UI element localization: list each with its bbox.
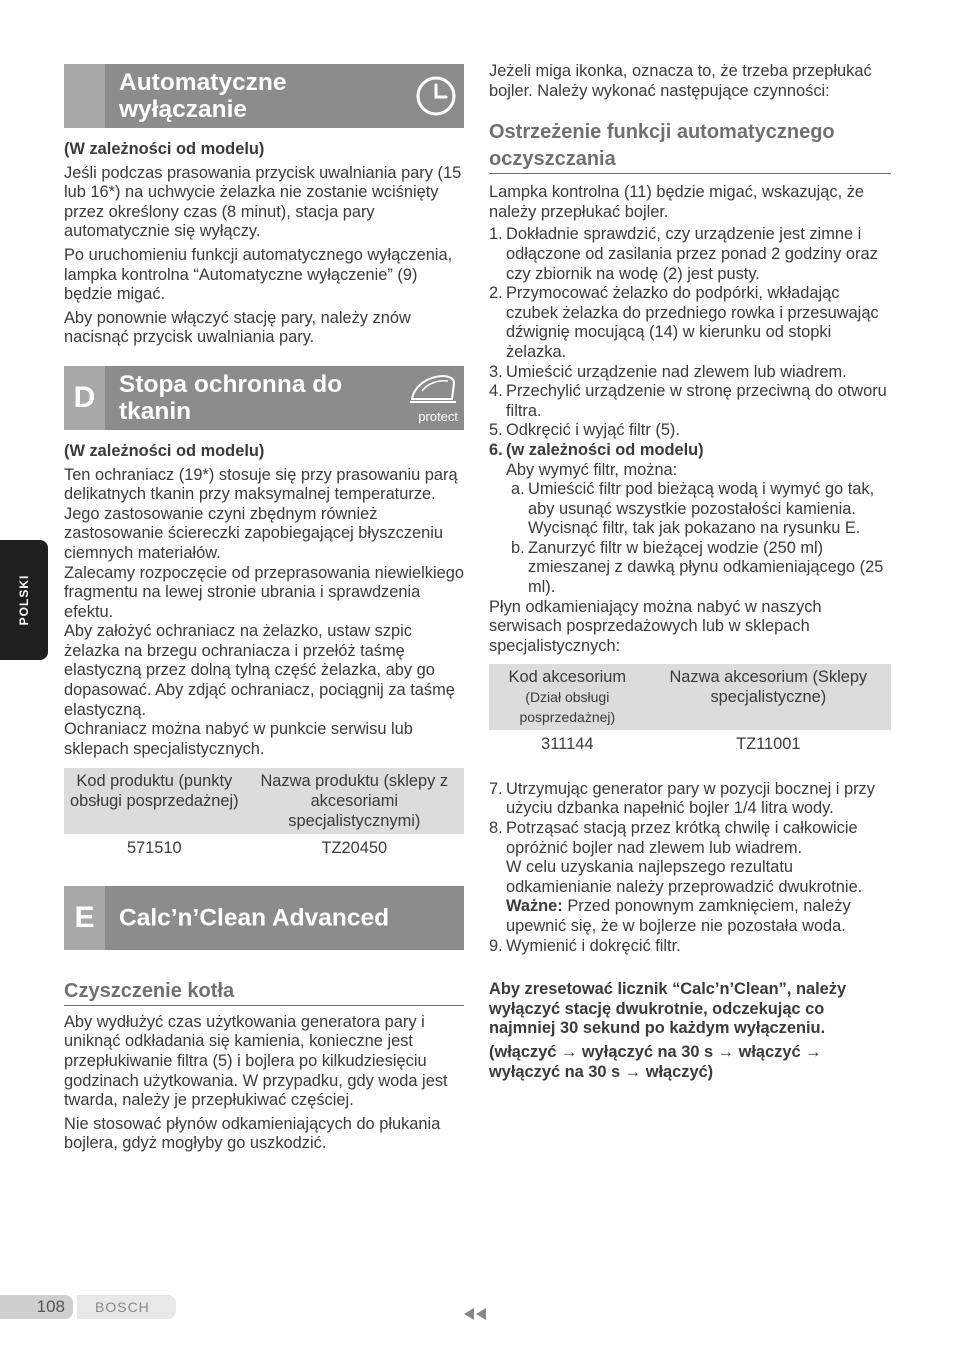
product-table-val2: TZ20450 [321, 839, 388, 858]
footer [0, 1295, 176, 1319]
step-2: 2. Przymocować żelazko do podpórki, wkładając czubek żelazka do przedniego rowka i przesuwając dźwignię mocującą (14) w kierunku od stopki żelazka. [489, 284, 879, 361]
section-d-p3: Zalecamy rozpoczęcie od przeprasowania niewielkiego fragmentu na lewej stronie ubrania i sprawdzenia efektu. [64, 563, 464, 621]
step-6-intro: Aby wymyć filtr, można: [506, 460, 678, 479]
section-e-p2: Nie stosować płynów odkamieniających do płukania bojlera, gdyż mogłyby go uszkodzić. [64, 1114, 441, 1153]
section-d-p1: Ten ochraniacz (19*) stosuje się przy prasowaniu parą delikatnych tkanin przy maksymalnej temperaturze. [64, 465, 458, 504]
step-4: 4. Przechylić urządzenie w stronę przeciwną do otworu filtra. [489, 382, 887, 420]
step-3: 3. Umieścić urządzenie nad zlewem lub wiadrem. [489, 362, 847, 381]
protect-label: protect [418, 408, 458, 424]
section-d-p4: Aby założyć ochraniacz na żelazko, ustaw szpic żelazka na brzegu ochraniacza i przełóż taśmę elastyczną przez dolną tylną część żelazka, aby go dopasować. Aby zdjąć ochraniacz, pociągnij za taśmę elastyczną. [64, 622, 455, 719]
right-buy: Płyn odkamieniający można nabyć w naszych serwisach posprzedażowych lub w sklepach specjalistycznych: [489, 597, 822, 655]
right-warn: Lampka kontrolna (11) będzie migać, wskazując, że należy przepłukać bojler. [489, 183, 865, 221]
step-8: 8. Potrząsać stacją przez krótką chwilę i całkowicie opróżnić bojler nad zlewem lub wiadrem. [489, 819, 858, 857]
accessory-table-val2: TZ11001 [736, 735, 801, 754]
step-6: 6. (w zależności od modelu) [489, 440, 704, 459]
right-subhead: Ostrzeżenie funkcji automatycznego oczyszczania [489, 119, 891, 174]
accessory-table-val1: 311144 [541, 735, 594, 754]
step-5: 5. Odkręcić i wyjąć filtr (5). [489, 421, 680, 440]
auto-off-p1: Jeśli podczas prasowania przycisk uwalniania pary (15 lub 16*) na uchwycie żelazka nie zostanie wciśnięty przez określony czas (8 minut), stacja pary automatycznie się wyłączy. [64, 163, 462, 241]
section-e-letter: E [64, 886, 105, 950]
step-6b: b. Zanurzyć filtr w bieżącej wodzie (250 ml) zmieszanej z dawką płynu odkamieniającego (25 ml). [511, 538, 884, 597]
accessory-table [489, 664, 891, 759]
clock-icon [414, 74, 458, 118]
auto-off-header [64, 64, 464, 128]
section-d-model-note: (W zależności od modelu) [64, 441, 265, 460]
right-column [489, 62, 891, 1082]
brand-name: BOSCH [77, 1295, 176, 1319]
step-7: 7. Utrzymując generator pary w pozycji bocznej i przy użyciu dzbanka napełnić bojler 1/4 litra wody. [489, 779, 875, 818]
section-e-subhead: Czyszczenie kotła [64, 978, 464, 1006]
section-e-header [64, 886, 464, 950]
left-column [64, 64, 464, 1154]
auto-off-model-note: (W zależności od modelu) [64, 140, 265, 158]
product-table-col2: Nazwa produktu (sklepy z akcesoriami specjalistycznymi) [245, 768, 464, 834]
iron-protect-icon [408, 373, 458, 405]
step-8-important: Ważne: Przed ponownym zamknięciem, należy upewnić się, że w bojlerze nie pozostała woda. [506, 897, 851, 935]
section-d-letter: D [64, 366, 105, 430]
language-tab [0, 540, 48, 660]
step-8-note: W celu uzyskania najlepszego rezultatu odkamienianie należy przeprowadzić dwukrotnie. [506, 858, 863, 896]
product-table-val1: 571510 [126, 839, 182, 858]
step-1: 1. Dokładnie sprawdzić, czy urządzenie jest zimne i odłączone od zasilania przez ponad 2 godziny oraz czy zbiornik na wodę (2) jest pusty. [489, 225, 878, 283]
previous-page-icon[interactable] [462, 1307, 488, 1321]
step-6a: a. Umieścić filtr pod bieżącą wodą i wymyć go tak, aby usunąć wszystkie pozostałości kamienia. Wycisnąć filtr, tak jak pokazano na rysunku E. [511, 480, 875, 538]
auto-off-p2: Po uruchomieniu funkcji automatycznego wyłączenia, lampka kontrolna “Automatyczne wyłączenie” (9) będzie migać. [64, 245, 453, 304]
product-table-col1: Kod produktu (punkty obsługi posprzedażnej) [64, 768, 245, 834]
section-d-title: Stopa ochronna do tkanin [119, 370, 343, 425]
section-d-p2: Jego zastosowanie czyni zbędnym również zastosowanie ściereczki zapobiegającej błyszczeniu ciemnych materiałów. [64, 504, 444, 562]
section-d-p5: Ochraniacz można nabyć w punkcie serwisu lub sklepach specjalistycznych. [64, 720, 413, 758]
section-e-title: Calc’n’Clean Advanced [119, 904, 390, 932]
step-9: 9. Wymienić i dokręcić filtr. [489, 936, 681, 955]
accessory-table-col1: Kod akcesorium (Dział obsługi posprzedażnej) [489, 664, 646, 730]
auto-off-p3: Aby ponownie włączyć stację pary, należy znów nacisnąć przycisk uwalniania pary. [64, 308, 411, 347]
language-tab-label: POLSKI [17, 574, 31, 626]
reset-note: Aby zresetować licznik “Calc’n’Clean”, należy wyłączyć stację dwukrotnie, odczekując co najmniej 30 sekund po każdym wyłączeniu. [489, 980, 847, 1038]
auto-off-title: Automatyczne wyłączanie [119, 69, 287, 123]
product-table [64, 768, 464, 863]
reset-sequence: (włączyć → wyłączyć na 30 s → włączyć → wyłączyć na 30 s → włączyć) [489, 1042, 822, 1081]
accessory-table-col2: Nazwa akcesorium (Sklepy specjalistyczne) [646, 664, 891, 730]
section-d-header [64, 366, 464, 430]
section-letter-blank [64, 64, 105, 128]
right-intro: Jeżeli miga ikonka, oznacza to, że trzeba przepłukać bojler. Należy wykonać następujące czynności: [489, 62, 872, 100]
section-e-p1: Aby wydłużyć czas użytkowania generatora pary i uniknąć odkładania się kamienia, konieczne jest przepłukiwanie filtra (5) i bojlera po kilkudziesięciu godzinach użytkowania. W przypadku, gdy woda jest twarda, należy je przepłukiwać częściej. [64, 1012, 448, 1110]
page-number: 108 [0, 1295, 73, 1319]
